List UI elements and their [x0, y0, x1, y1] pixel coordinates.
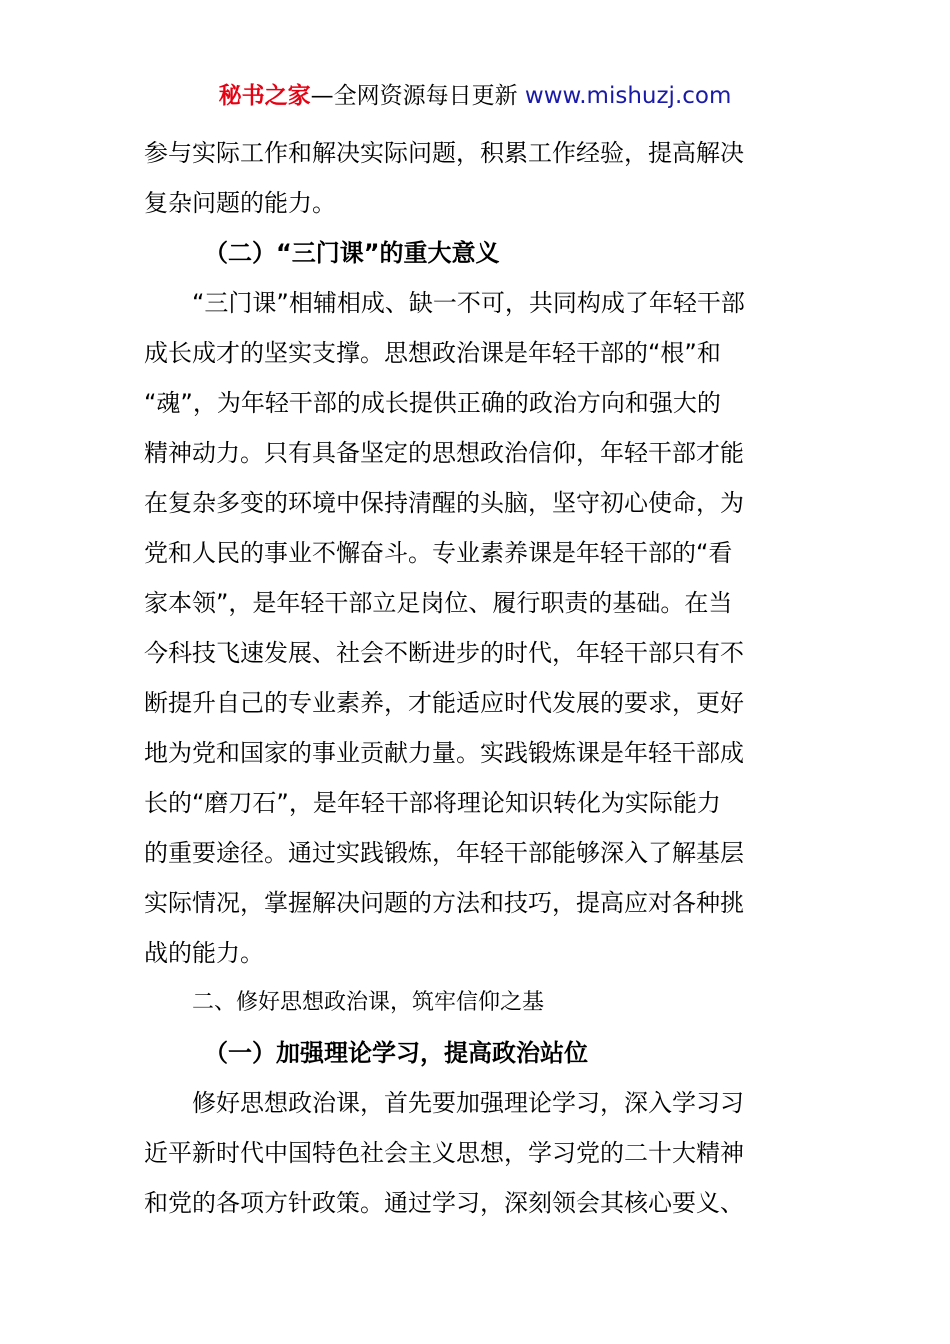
text-line: 参与实际工作和解决实际问题，积累工作经验，提高解决 — [144, 139, 744, 167]
text-line: 在复杂多变的环境中保持清醒的头脑，坚守初心使命，为 — [144, 489, 744, 517]
text-line: 党和人民的事业不懈奋斗。专业素养课是年轻干部的“看 — [144, 539, 733, 567]
text-line: 的重要途径。通过实践锻炼，年轻干部能够深入了解基层 — [144, 839, 744, 867]
site-brand: 秘书之家 — [218, 83, 311, 109]
site-header — [0, 80, 950, 112]
text-line: 近平新时代中国特色社会主义思想，学习党的二十大精神 — [144, 1139, 744, 1167]
section-heading: （一）加强理论学习，提高政治站位 — [204, 1039, 588, 1067]
document-body — [144, 128, 806, 1228]
text-line: 地为党和国家的事业贡献力量。实践锻炼课是年轻干部成 — [144, 739, 744, 767]
text-line: 成长成才的坚实支撑。思想政治课是年轻干部的“根”和 — [144, 339, 721, 367]
text-line: 精神动力。只有具备坚定的思想政治信仰，年轻干部才能 — [144, 439, 744, 467]
paragraph-first-line: “三门课”相辅相成、缺一不可，共同构成了年轻干部 — [192, 289, 745, 317]
paragraph-first-line: 修好思想政治课，首先要加强理论学习，深入学习习 — [192, 1089, 744, 1117]
text-line: 战的能力。 — [144, 939, 264, 967]
text-line: “魂”，为年轻干部的成长提供正确的政治方向和强大的 — [144, 389, 721, 417]
site-url-link[interactable]: www.mishuzj.com — [524, 83, 732, 109]
site-slogan: —全网资源每日更新 — [310, 83, 525, 109]
section-heading: （二）“三门课”的重大意义 — [204, 239, 500, 267]
text-line: 家本领”，是年轻干部立足岗位、履行职责的基础。在当 — [144, 589, 733, 617]
text-line: 复杂问题的能力。 — [144, 189, 336, 217]
text-line: 今科技飞速发展、社会不断进步的时代，年轻干部只有不 — [144, 639, 744, 667]
text-line: 断提升自己的专业素养，才能适应时代发展的要求，更好 — [144, 689, 744, 717]
chapter-heading: 二、修好思想政治课，筑牢信仰之基 — [192, 990, 545, 1015]
text-line: 长的“磨刀石”，是年轻干部将理论知识转化为实际能力 — [144, 789, 721, 817]
text-line: 和党的各项方针政策。通过学习，深刻领会其核心要义、 — [144, 1189, 744, 1217]
text-line: 实际情况，掌握解决问题的方法和技巧，提高应对各种挑 — [144, 889, 744, 917]
